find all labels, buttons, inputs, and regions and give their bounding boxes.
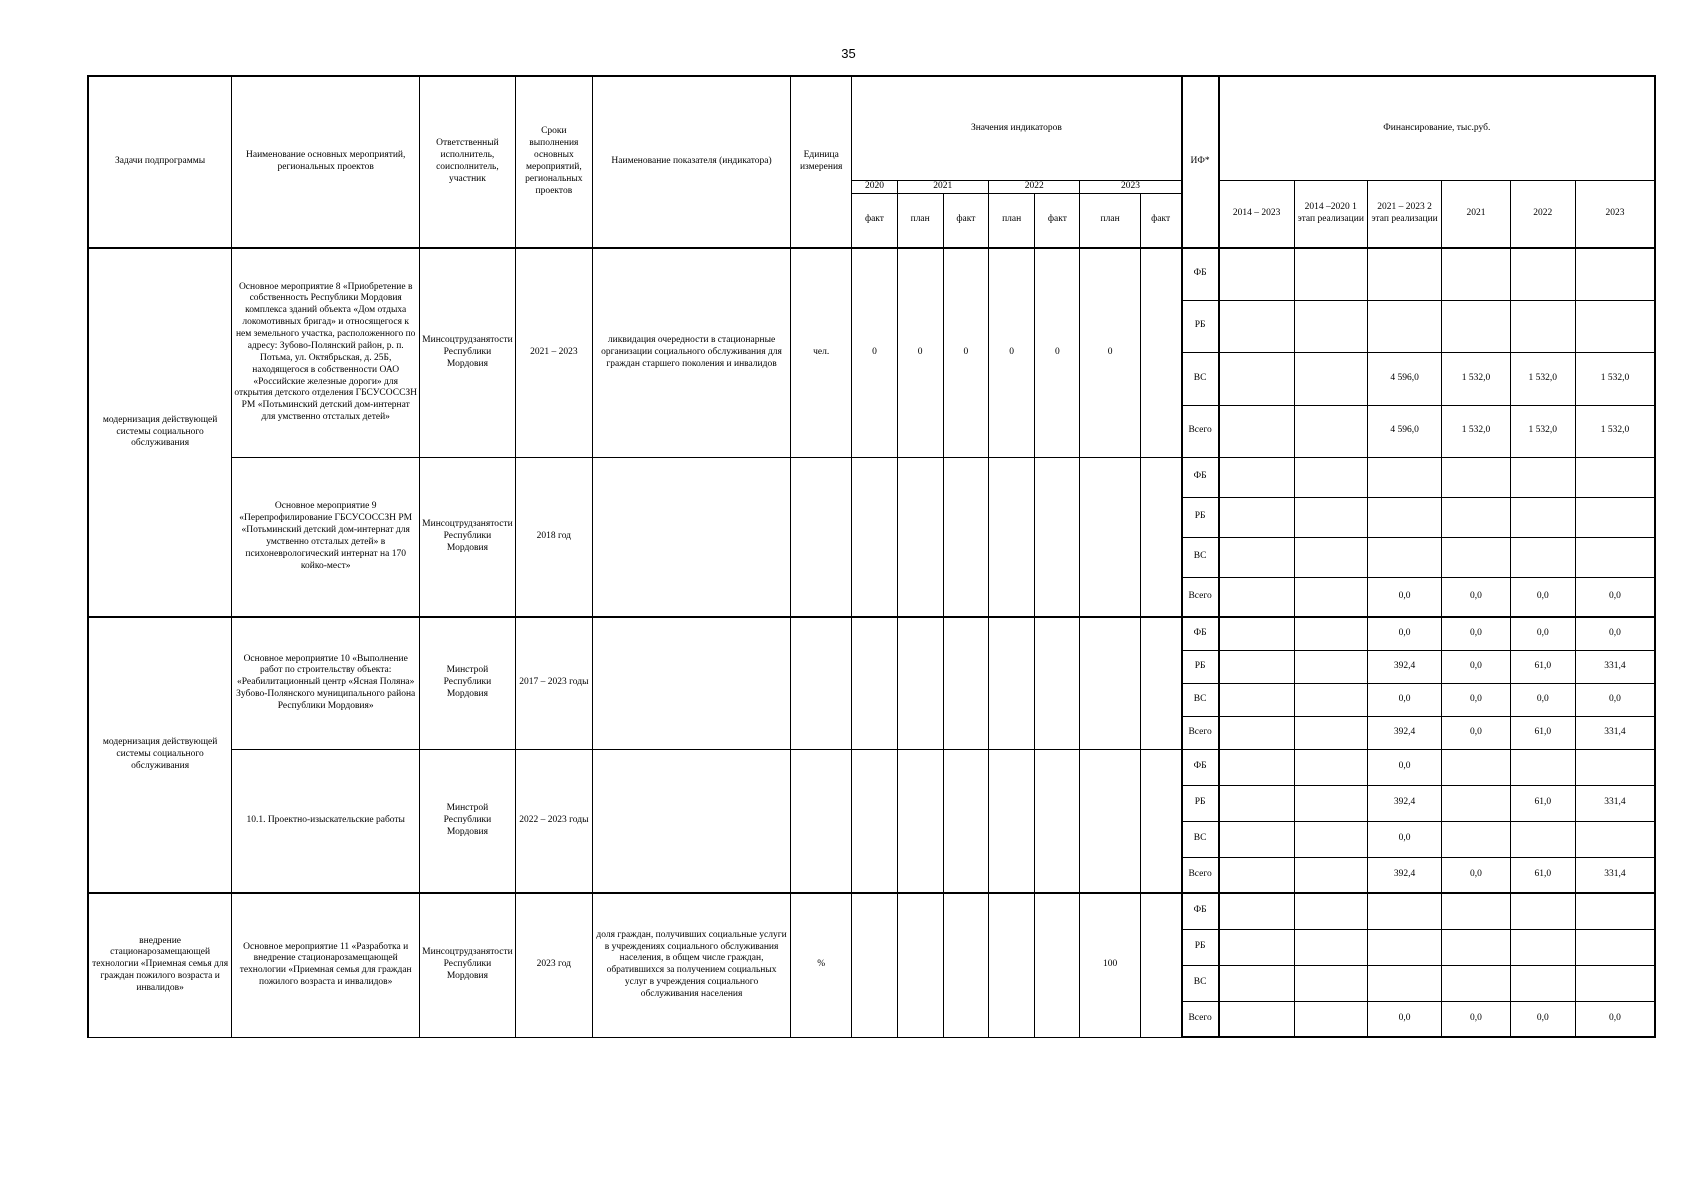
financing-value-cell <box>1219 248 1294 300</box>
indicator-cell <box>593 749 791 893</box>
financing-value-cell: 61,0 <box>1510 650 1575 683</box>
financing-value-cell: 331,4 <box>1575 785 1655 821</box>
financing-value-cell <box>1575 749 1655 785</box>
financing-value-cell: 0,0 <box>1510 683 1575 716</box>
financing-value-cell <box>1510 248 1575 300</box>
financing-value-cell <box>1294 716 1367 749</box>
financing-value-cell: 61,0 <box>1510 785 1575 821</box>
financing-value-cell <box>1575 537 1655 577</box>
if-label-cell: ВС <box>1182 821 1219 857</box>
indicator-value-cell <box>1035 893 1080 1037</box>
indicator-value-cell <box>943 749 988 893</box>
responsible-cell: Минстрой Республики Мордовия <box>420 617 515 749</box>
indicator-value-cell <box>943 617 988 749</box>
indicator-value-cell: 0 <box>897 248 943 457</box>
financing-value-cell <box>1219 650 1294 683</box>
term-cell: 2018 год <box>515 457 592 617</box>
financing-value-cell <box>1219 893 1294 929</box>
financing-value-cell: 331,4 <box>1575 857 1655 893</box>
financing-value-cell <box>1510 893 1575 929</box>
responsible-cell: Минсоцтрудзанятости Республики Мордовия <box>420 248 515 457</box>
responsible-cell: Минсоцтрудзанятости Республики Мордовия <box>420 457 515 617</box>
indicator-value-cell: 0 <box>852 248 897 457</box>
financing-value-cell: 61,0 <box>1510 716 1575 749</box>
financing-value-cell <box>1442 785 1510 821</box>
indicator-value-cell <box>989 617 1035 749</box>
header-2022-plan: план <box>989 193 1035 248</box>
financing-value-cell: 0,0 <box>1367 577 1441 617</box>
indicator-value-cell <box>1035 617 1080 749</box>
event-name-cell: Основное мероприятие 8 «Приобретение в собственность Республики Мордовия комплекса зданий объекта «Дом отдыха локомотивных бригад» и относящегося к нем земельного участка, расположенного по адресу: Зубово-Полянский район, р. п. Потьма, ул. Октябрьская, д. 25Б, находящегося в собственности ОАО «Российские железные дороги» для открытия детского отделения ГБСУСОССЗН РМ «Потьминский детский дом-интернат для умственно отсталых детей» <box>232 248 420 457</box>
if-label-cell: Всего <box>1182 1001 1219 1037</box>
unit-cell: чел. <box>791 248 852 457</box>
indicator-value-cell <box>1140 893 1181 1037</box>
financing-value-cell <box>1442 248 1510 300</box>
header-2020-fact: факт <box>852 193 897 248</box>
financing-value-cell <box>1294 965 1367 1001</box>
indicator-value-cell <box>1080 749 1140 893</box>
term-cell: 2022 – 2023 годы <box>515 749 592 893</box>
indicator-value-cell: 0 <box>989 248 1035 457</box>
unit-cell <box>791 617 852 749</box>
financing-value-cell <box>1219 617 1294 650</box>
financing-value-cell <box>1367 497 1441 537</box>
financing-value-cell <box>1294 577 1367 617</box>
if-label-cell: ФБ <box>1182 749 1219 785</box>
financing-value-cell <box>1294 457 1367 497</box>
header-year-2022: 2022 <box>989 180 1080 193</box>
responsible-cell: Минстрой Республики Мордовия <box>420 749 515 893</box>
financing-value-cell <box>1219 716 1294 749</box>
if-label-cell: ФБ <box>1182 893 1219 929</box>
if-label-cell: ФБ <box>1182 248 1219 300</box>
if-label-cell: ФБ <box>1182 617 1219 650</box>
financing-value-cell <box>1219 683 1294 716</box>
indicator-cell: доля граждан, получивших социальные услуги в учреждениях социального обслуживания населения, в общем числе граждан, обратившихся за получением социальных услуг в учреждения социального обслуживания населения <box>593 893 791 1037</box>
financing-value-cell <box>1367 893 1441 929</box>
financing-value-cell: 1 532,0 <box>1575 352 1655 405</box>
event-name-cell: Основное мероприятие 9 «Перепрофилирование ГБСУСОССЗН РМ «Потьминский детский дом-интернат для умственно отсталых детей» в психоневрологический интернат на 170 койко-мест» <box>232 457 420 617</box>
indicator-value-cell: 0 <box>1080 248 1140 457</box>
financing-value-cell: 0,0 <box>1367 1001 1441 1037</box>
term-cell: 2023 год <box>515 893 592 1037</box>
financing-value-cell <box>1367 300 1441 352</box>
financing-value-cell <box>1442 300 1510 352</box>
term-cell: 2017 – 2023 годы <box>515 617 592 749</box>
financing-value-cell <box>1294 650 1367 683</box>
if-label-cell: РБ <box>1182 929 1219 965</box>
financing-value-cell: 0,0 <box>1367 683 1441 716</box>
indicator-value-cell <box>989 457 1035 617</box>
financing-value-cell: 331,4 <box>1575 650 1655 683</box>
financing-value-cell <box>1575 248 1655 300</box>
if-label-cell: РБ <box>1182 650 1219 683</box>
indicator-value-cell: 0 <box>943 248 988 457</box>
header-fin-2021: 2021 <box>1442 180 1510 248</box>
financing-value-cell: 0,0 <box>1575 577 1655 617</box>
financing-value-cell: 0,0 <box>1442 1001 1510 1037</box>
financing-value-cell <box>1219 300 1294 352</box>
indicator-cell <box>593 617 791 749</box>
financing-value-cell <box>1294 1001 1367 1037</box>
header-responsible: Ответственный исполнитель, соисполнитель, участник <box>420 76 515 248</box>
header-events: Наименование основных мероприятий, региональных проектов <box>232 76 420 248</box>
task-cell: модернизация действующей системы социального обслуживания <box>88 617 232 893</box>
financing-value-cell <box>1219 405 1294 457</box>
financing-value-cell <box>1367 965 1441 1001</box>
header-indicator-values: Значения индикаторов <box>852 76 1182 180</box>
if-label-cell: Всего <box>1182 857 1219 893</box>
page-number: 35 <box>841 46 856 61</box>
financing-value-cell: 0,0 <box>1442 857 1510 893</box>
indicator-cell: ликвидация очередности в стационарные организации социального обслуживания для граждан старшего поколения и инвалидов <box>593 248 791 457</box>
term-cell: 2021 – 2023 <box>515 248 592 457</box>
header-fin-2023: 2023 <box>1575 180 1655 248</box>
financing-value-cell: 1 532,0 <box>1510 405 1575 457</box>
financing-value-cell <box>1367 537 1441 577</box>
header-2021-fact: факт <box>943 193 988 248</box>
financing-value-cell <box>1575 929 1655 965</box>
financing-value-cell: 4 596,0 <box>1367 405 1441 457</box>
financing-value-cell <box>1219 749 1294 785</box>
financing-value-cell <box>1510 965 1575 1001</box>
financing-value-cell <box>1294 248 1367 300</box>
indicator-value-cell <box>1140 617 1181 749</box>
financing-value-cell: 392,4 <box>1367 650 1441 683</box>
financing-value-cell: 1 532,0 <box>1510 352 1575 405</box>
if-label-cell: Всего <box>1182 716 1219 749</box>
if-label-cell: ВС <box>1182 683 1219 716</box>
financing-value-cell <box>1510 497 1575 537</box>
financing-value-cell: 0,0 <box>1575 683 1655 716</box>
financing-value-cell: 0,0 <box>1510 577 1575 617</box>
financing-value-cell <box>1294 749 1367 785</box>
indicator-value-cell <box>1080 617 1140 749</box>
indicator-value-cell <box>897 893 943 1037</box>
unit-cell <box>791 749 852 893</box>
financing-value-cell <box>1510 749 1575 785</box>
financing-value-cell: 0,0 <box>1442 650 1510 683</box>
financing-value-cell <box>1442 893 1510 929</box>
event-name-cell: 10.1. Проектно-изыскательские работы <box>232 749 420 893</box>
header-fin-2014-2023: 2014 – 2023 <box>1219 180 1294 248</box>
header-fin-stage2: 2021 – 2023 2 этап реализации <box>1367 180 1441 248</box>
financing-value-cell <box>1294 537 1367 577</box>
financing-value-cell <box>1575 457 1655 497</box>
financing-value-cell <box>1219 457 1294 497</box>
indicator-value-cell <box>1140 457 1181 617</box>
financing-value-cell <box>1294 683 1367 716</box>
financing-value-cell <box>1367 457 1441 497</box>
unit-cell: % <box>791 893 852 1037</box>
if-label-cell: Всего <box>1182 405 1219 457</box>
event-name-cell: Основное мероприятие 11 «Разработка и внедрение стационарозамещающей технологии «Приемная семья для граждан пожилого возраста и инвалидов» <box>232 893 420 1037</box>
indicator-value-cell <box>1035 457 1080 617</box>
financing-value-cell: 392,4 <box>1367 716 1441 749</box>
indicator-value-cell: 0 <box>1035 248 1080 457</box>
header-2023-fact: факт <box>1140 193 1181 248</box>
indicator-value-cell <box>852 617 897 749</box>
financing-value-cell <box>1294 405 1367 457</box>
financing-value-cell: 1 532,0 <box>1575 405 1655 457</box>
header-tasks: Задачи подпрограммы <box>88 76 232 248</box>
financing-value-cell <box>1294 893 1367 929</box>
indicator-value-cell <box>852 893 897 1037</box>
financing-value-cell <box>1294 857 1367 893</box>
financing-value-cell: 1 532,0 <box>1442 405 1510 457</box>
if-label-cell: РБ <box>1182 300 1219 352</box>
financing-value-cell <box>1294 300 1367 352</box>
financing-value-cell: 1 532,0 <box>1442 352 1510 405</box>
financing-value-cell <box>1575 893 1655 929</box>
indicator-value-cell <box>852 457 897 617</box>
financing-value-cell <box>1294 821 1367 857</box>
financing-value-cell <box>1442 929 1510 965</box>
financing-value-cell <box>1219 857 1294 893</box>
if-label-cell: ВС <box>1182 965 1219 1001</box>
financing-value-cell <box>1510 300 1575 352</box>
financing-value-cell <box>1575 965 1655 1001</box>
indicator-value-cell <box>1080 457 1140 617</box>
indicator-value-cell <box>897 749 943 893</box>
financing-value-cell <box>1510 457 1575 497</box>
financing-value-cell <box>1510 929 1575 965</box>
header-fin-2022: 2022 <box>1510 180 1575 248</box>
indicator-value-cell <box>1140 749 1181 893</box>
header-year-2021: 2021 <box>897 180 988 193</box>
task-cell: модернизация действующей системы социального обслуживания <box>88 248 232 617</box>
indicator-value-cell <box>943 457 988 617</box>
task-cell: внедрение стационарозамещающей технологии «Приемная семья для граждан пожилого возраста и инвалидов» <box>88 893 232 1037</box>
financing-value-cell: 0,0 <box>1367 617 1441 650</box>
indicator-value-cell <box>897 457 943 617</box>
financing-value-cell <box>1294 929 1367 965</box>
header-year-2023: 2023 <box>1080 180 1182 193</box>
indicator-value-cell <box>1035 749 1080 893</box>
financing-value-cell <box>1575 821 1655 857</box>
indicator-value-cell <box>989 893 1035 1037</box>
financing-value-cell: 0,0 <box>1442 683 1510 716</box>
header-if: ИФ* <box>1182 76 1219 248</box>
financing-value-cell: 0,0 <box>1510 1001 1575 1037</box>
financing-value-cell <box>1219 821 1294 857</box>
financing-value-cell: 0,0 <box>1442 577 1510 617</box>
financing-value-cell: 4 596,0 <box>1367 352 1441 405</box>
indicator-cell <box>593 457 791 617</box>
indicator-value-cell <box>852 749 897 893</box>
financing-value-cell <box>1294 352 1367 405</box>
financing-value-cell: 0,0 <box>1367 821 1441 857</box>
header-indicator-name: Наименование показателя (индикатора) <box>593 76 791 248</box>
financing-value-cell: 0,0 <box>1510 617 1575 650</box>
indicator-value-cell <box>989 749 1035 893</box>
if-label-cell: Всего <box>1182 577 1219 617</box>
financing-value-cell <box>1219 965 1294 1001</box>
financing-value-cell <box>1219 929 1294 965</box>
financing-value-cell <box>1219 352 1294 405</box>
header-2022-fact: факт <box>1035 193 1080 248</box>
unit-cell <box>791 457 852 617</box>
indicator-value-cell <box>1140 248 1181 457</box>
header-2021-plan: план <box>897 193 943 248</box>
financing-value-cell <box>1219 577 1294 617</box>
financing-value-cell: 392,4 <box>1367 857 1441 893</box>
program-table <box>87 75 1656 1038</box>
financing-value-cell <box>1294 617 1367 650</box>
financing-value-cell: 392,4 <box>1367 785 1441 821</box>
financing-value-cell: 61,0 <box>1510 857 1575 893</box>
financing-value-cell <box>1510 537 1575 577</box>
indicator-value-cell <box>943 893 988 1037</box>
indicator-value-cell: 100 <box>1080 893 1140 1037</box>
financing-value-cell: 0,0 <box>1575 1001 1655 1037</box>
financing-value-cell: 0,0 <box>1442 617 1510 650</box>
financing-value-cell <box>1442 749 1510 785</box>
indicator-value-cell <box>897 617 943 749</box>
if-label-cell: ВС <box>1182 352 1219 405</box>
header-terms: Сроки выполнения основных мероприятий, региональных проектов <box>515 76 592 248</box>
financing-value-cell: 0,0 <box>1442 716 1510 749</box>
financing-value-cell <box>1442 457 1510 497</box>
header-unit: Единица измерения <box>791 76 852 248</box>
financing-value-cell <box>1575 497 1655 537</box>
header-fin-stage1: 2014 –2020 1 этап реализации <box>1294 180 1367 248</box>
financing-value-cell <box>1294 785 1367 821</box>
header-2023-plan: план <box>1080 193 1140 248</box>
financing-value-cell: 331,4 <box>1575 716 1655 749</box>
financing-value-cell <box>1575 300 1655 352</box>
financing-value-cell <box>1219 785 1294 821</box>
if-label-cell: ФБ <box>1182 457 1219 497</box>
header-year-2020: 2020 <box>852 180 897 193</box>
financing-value-cell <box>1294 497 1367 537</box>
financing-value-cell <box>1219 1001 1294 1037</box>
responsible-cell: Минсоцтрудзанятости Республики Мордовия <box>420 893 515 1037</box>
header-financing: Финансирование, тыс.руб. <box>1219 76 1655 180</box>
financing-value-cell <box>1442 965 1510 1001</box>
if-label-cell: РБ <box>1182 785 1219 821</box>
if-label-cell: РБ <box>1182 497 1219 537</box>
financing-value-cell <box>1442 537 1510 577</box>
financing-value-cell <box>1367 929 1441 965</box>
financing-value-cell <box>1219 497 1294 537</box>
financing-value-cell: 0,0 <box>1367 749 1441 785</box>
financing-value-cell <box>1510 821 1575 857</box>
financing-value-cell <box>1442 821 1510 857</box>
financing-value-cell: 0,0 <box>1575 617 1655 650</box>
financing-value-cell <box>1367 248 1441 300</box>
financing-value-cell <box>1219 537 1294 577</box>
event-name-cell: Основное мероприятие 10 «Выполнение работ по строительству объекта: «Реабилитационный центр «Ясная Поляна» Зубово-Полянского муниципального района Республики Мордовия» <box>232 617 420 749</box>
if-label-cell: ВС <box>1182 537 1219 577</box>
financing-value-cell <box>1442 497 1510 537</box>
